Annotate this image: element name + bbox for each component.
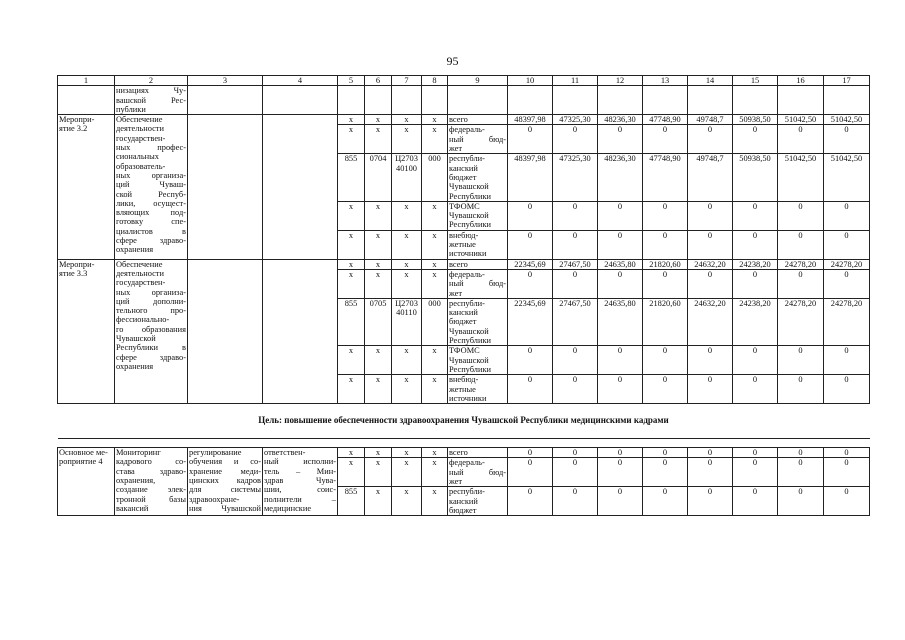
code-section: x: [365, 375, 392, 404]
code-type: x: [422, 375, 448, 404]
year-value: 51042,50: [824, 154, 870, 201]
spacer-row: [58, 439, 870, 448]
year-value: 49748,7: [688, 115, 733, 125]
year-value: 0: [553, 201, 598, 230]
code-section: x: [365, 115, 392, 125]
year-value: 0: [643, 487, 688, 516]
code-type: x: [422, 115, 448, 125]
code-section: x: [365, 201, 392, 230]
code-type: x: [422, 448, 448, 458]
empty-cell: [263, 86, 338, 115]
code-type: x: [422, 201, 448, 230]
year-value: 0: [688, 346, 733, 375]
spacer: [58, 439, 870, 448]
year-value: 0: [598, 346, 643, 375]
year-value: 0: [688, 448, 733, 458]
code-target: x: [392, 115, 422, 125]
year-value: 0: [778, 458, 824, 487]
year-value: 51042,50: [824, 115, 870, 125]
empty-cell: [448, 86, 508, 115]
empty-cell: [643, 86, 688, 115]
code-type: x: [422, 125, 448, 154]
year-value: 0: [643, 230, 688, 259]
year-value: 0: [733, 125, 778, 154]
code-grbs: 855: [338, 487, 365, 516]
year-value: 0: [824, 487, 870, 516]
code-grbs: x: [338, 458, 365, 487]
executor-cell: [263, 115, 338, 259]
column-number: 9: [448, 76, 508, 86]
year-value: 0: [553, 458, 598, 487]
column-number: 5: [338, 76, 365, 86]
continuation-text: низациях Чу- вашской Рес- публики: [116, 86, 186, 114]
year-value: 0: [598, 375, 643, 404]
year-value: 50938,50: [733, 154, 778, 201]
year-value: 24278,20: [778, 298, 824, 345]
year-value: 0: [598, 458, 643, 487]
year-value: 0: [733, 448, 778, 458]
column-number-row: [58, 76, 870, 86]
funding-source: внебюд- жетные источники: [448, 375, 508, 404]
empty-cell: [365, 86, 392, 115]
year-value: 0: [778, 375, 824, 404]
year-value: 0: [598, 125, 643, 154]
year-value: 0: [824, 448, 870, 458]
year-value: 47748,90: [643, 154, 688, 201]
year-value: 48236,30: [598, 154, 643, 201]
code-type: 000: [422, 298, 448, 345]
code-target: x: [392, 487, 422, 516]
year-value: 0: [824, 125, 870, 154]
year-value: 21820,60: [643, 298, 688, 345]
code-grbs: x: [338, 201, 365, 230]
year-value: 0: [733, 375, 778, 404]
continuation-row: [58, 86, 870, 115]
funding-source: ТФОМС Чувашской Республики: [448, 346, 508, 375]
goal-cell: регулирование обучения и со- хранение меди- цинских кадров для системы здравоохране- ния Чувашской: [188, 448, 263, 516]
year-value: 0: [778, 230, 824, 259]
empty-cell: [553, 86, 598, 115]
code-section: x: [365, 269, 392, 298]
year-value: 0: [643, 448, 688, 458]
column-number: 1: [58, 76, 115, 86]
page-number: 95: [446, 54, 459, 68]
empty-cell: [338, 86, 365, 115]
year-value: 51042,50: [778, 115, 824, 125]
year-value: 24635,80: [598, 259, 643, 269]
year-value: 0: [778, 346, 824, 375]
year-value: 0: [508, 201, 553, 230]
code-grbs: 855: [338, 298, 365, 345]
year-value: 0: [778, 125, 824, 154]
event-label: Основное ме- роприятие 4: [58, 448, 115, 516]
event-description: Обеспечение деятельности государствен- ных профес- сиональных образователь- ных организа- ций Чуваш- ской Респуб- лики, осущест- вляющих под- готовку спе- циалистов в сфере здраво- охранения: [115, 115, 188, 259]
code-grbs: x: [338, 448, 365, 458]
code-type: x: [422, 346, 448, 375]
column-number: 10: [508, 76, 553, 86]
code-section: x: [365, 346, 392, 375]
year-value: 0: [643, 269, 688, 298]
code-grbs: x: [338, 259, 365, 269]
column-number: 8: [422, 76, 448, 86]
year-value: 0: [688, 375, 733, 404]
year-value: 24238,20: [733, 259, 778, 269]
year-value: 0: [824, 375, 870, 404]
year-value: 24635,80: [598, 298, 643, 345]
year-value: 0: [598, 448, 643, 458]
year-value: 48236,30: [598, 115, 643, 125]
event-description: Мониторинг кадрового со- става здраво- охранения, создание элек- тронной базы вакансий: [115, 448, 188, 516]
event-label: Меропри- ятие 3.3: [58, 259, 115, 403]
empty-cell: [392, 86, 422, 115]
column-number: 7: [392, 76, 422, 86]
code-type: x: [422, 269, 448, 298]
year-value: 0: [553, 346, 598, 375]
year-value: 50938,50: [733, 115, 778, 125]
year-value: 24278,20: [824, 298, 870, 345]
column-number: 12: [598, 76, 643, 86]
year-value: 48397,98: [508, 154, 553, 201]
year-value: 0: [688, 458, 733, 487]
column-number: 4: [263, 76, 338, 86]
goal-row: [58, 404, 870, 439]
year-value: 0: [778, 201, 824, 230]
column-number: 13: [643, 76, 688, 86]
event-description: Обеспечение деятельности государствен- ных организа- ций дополни- тельного про- фессионально- го образования Чувашской Республики в сфере здраво- охранения: [115, 259, 188, 403]
year-value: 24632,20: [688, 298, 733, 345]
code-target: x: [392, 201, 422, 230]
year-value: 0: [824, 201, 870, 230]
year-value: 0: [733, 230, 778, 259]
table-row: [58, 115, 870, 125]
code-section: x: [365, 458, 392, 487]
code-grbs: 855: [338, 154, 365, 201]
year-value: 48397,98: [508, 115, 553, 125]
year-value: 47748,90: [643, 115, 688, 125]
empty-cell: [598, 86, 643, 115]
year-value: 0: [508, 230, 553, 259]
column-number: 6: [365, 76, 392, 86]
code-section: x: [365, 230, 392, 259]
year-value: 0: [688, 125, 733, 154]
year-value: 0: [733, 346, 778, 375]
year-value: 0: [733, 487, 778, 516]
code-grbs: x: [338, 375, 365, 404]
code-target: x: [392, 375, 422, 404]
code-target: Ц2703 40100: [392, 154, 422, 201]
year-value: 24278,20: [824, 259, 870, 269]
event-label: Меропри- ятие 3.2: [58, 115, 115, 259]
funding-source: федераль- ный бюд- жет: [449, 125, 506, 154]
year-value: 21820,60: [643, 259, 688, 269]
code-target: x: [392, 346, 422, 375]
code-grbs: x: [338, 346, 365, 375]
goal-cell: [188, 115, 263, 259]
year-value: 49748,7: [688, 154, 733, 201]
year-value: 0: [733, 269, 778, 298]
empty-cell: [824, 86, 870, 115]
table-row: [58, 448, 870, 458]
year-value: 0: [508, 375, 553, 404]
year-value: 24238,20: [733, 298, 778, 345]
year-value: 27467,50: [553, 298, 598, 345]
year-value: 0: [508, 448, 553, 458]
year-value: 0: [553, 230, 598, 259]
year-value: 0: [688, 230, 733, 259]
year-value: 0: [688, 269, 733, 298]
code-target: Ц2703 40110: [392, 298, 422, 345]
year-value: 0: [598, 230, 643, 259]
year-value: 0: [824, 230, 870, 259]
empty-cell: [508, 86, 553, 115]
empty-cell: [422, 86, 448, 115]
year-value: 22345,69: [508, 298, 553, 345]
code-type: x: [422, 259, 448, 269]
column-number: 3: [188, 76, 263, 86]
table-row: [58, 259, 870, 269]
year-value: 0: [643, 375, 688, 404]
executor-cell: ответствен- ный исполни- тель – Мин- здрав Чува- шии, соис- полнители – медицинские: [263, 448, 338, 516]
funding-source: федераль- ный бюд- жет: [449, 458, 506, 486]
empty-cell: [688, 86, 733, 115]
year-value: 47325,30: [553, 115, 598, 125]
year-value: 51042,50: [778, 154, 824, 201]
code-section: x: [365, 487, 392, 516]
funding-source: всего: [448, 259, 508, 269]
column-number: 16: [778, 76, 824, 86]
funding-source: республи- канский бюджет: [448, 487, 508, 516]
code-target: x: [392, 448, 422, 458]
year-value: 0: [824, 346, 870, 375]
year-value: 0: [778, 448, 824, 458]
year-value: 0: [688, 487, 733, 516]
year-value: 22345,69: [508, 259, 553, 269]
code-type: x: [422, 230, 448, 259]
year-value: 0: [553, 125, 598, 154]
code-section: 0705: [365, 298, 392, 345]
year-value: 24632,20: [688, 259, 733, 269]
funding-source: всего: [448, 448, 508, 458]
year-value: 24278,20: [778, 259, 824, 269]
column-number: 2: [115, 76, 188, 86]
column-number: 14: [688, 76, 733, 86]
funding-source: всего: [448, 115, 508, 125]
code-section: x: [365, 448, 392, 458]
funding-source: внебюд- жетные источники: [448, 230, 508, 259]
empty-cell: [188, 86, 263, 115]
year-value: 0: [778, 487, 824, 516]
year-value: 0: [508, 269, 553, 298]
year-value: 0: [824, 458, 870, 487]
year-value: 0: [643, 458, 688, 487]
code-type: 000: [422, 154, 448, 201]
year-value: 0: [508, 346, 553, 375]
year-value: 0: [733, 201, 778, 230]
year-value: 0: [598, 269, 643, 298]
year-value: 0: [643, 201, 688, 230]
funding-source: республи- канский бюджет Чувашской Республики: [448, 154, 508, 201]
code-target: x: [392, 125, 422, 154]
goal-cell: [188, 259, 263, 403]
empty-cell: [778, 86, 824, 115]
code-section: x: [365, 259, 392, 269]
code-target: x: [392, 269, 422, 298]
code-target: x: [392, 458, 422, 487]
year-value: 0: [598, 487, 643, 516]
goal-title: Цель: повышение обеспеченности здравоохранения Чувашской Республики медицинскими кадрами: [58, 404, 870, 439]
year-value: 0: [508, 458, 553, 487]
column-number: 11: [553, 76, 598, 86]
year-value: 47325,30: [553, 154, 598, 201]
budget-table: [57, 75, 870, 516]
code-type: x: [422, 487, 448, 516]
column-number: 17: [824, 76, 870, 86]
code-target: x: [392, 259, 422, 269]
code-grbs: x: [338, 125, 365, 154]
code-type: x: [422, 458, 448, 487]
year-value: 0: [733, 458, 778, 487]
year-value: 0: [778, 269, 824, 298]
funding-source: федераль- ный бюд- жет: [449, 269, 506, 298]
year-value: 0: [508, 125, 553, 154]
year-value: 0: [598, 201, 643, 230]
year-value: 0: [553, 487, 598, 516]
funding-source: республи- канский бюджет Чувашской Республики: [448, 298, 508, 345]
code-grbs: x: [338, 230, 365, 259]
funding-source: ТФОМС Чувашской Республики: [448, 201, 508, 230]
year-value: 0: [553, 448, 598, 458]
code-grbs: x: [338, 115, 365, 125]
year-value: 0: [824, 269, 870, 298]
year-value: 0: [643, 346, 688, 375]
year-value: 0: [643, 125, 688, 154]
code-section: 0704: [365, 154, 392, 201]
code-section: x: [365, 125, 392, 154]
year-value: 0: [688, 201, 733, 230]
year-value: 0: [508, 487, 553, 516]
empty-cell: [733, 86, 778, 115]
executor-cell: [263, 259, 338, 403]
year-value: 27467,50: [553, 259, 598, 269]
code-grbs: x: [338, 269, 365, 298]
year-value: 0: [553, 269, 598, 298]
column-number: 15: [733, 76, 778, 86]
empty-cell: [58, 86, 115, 115]
year-value: 0: [553, 375, 598, 404]
code-target: x: [392, 230, 422, 259]
